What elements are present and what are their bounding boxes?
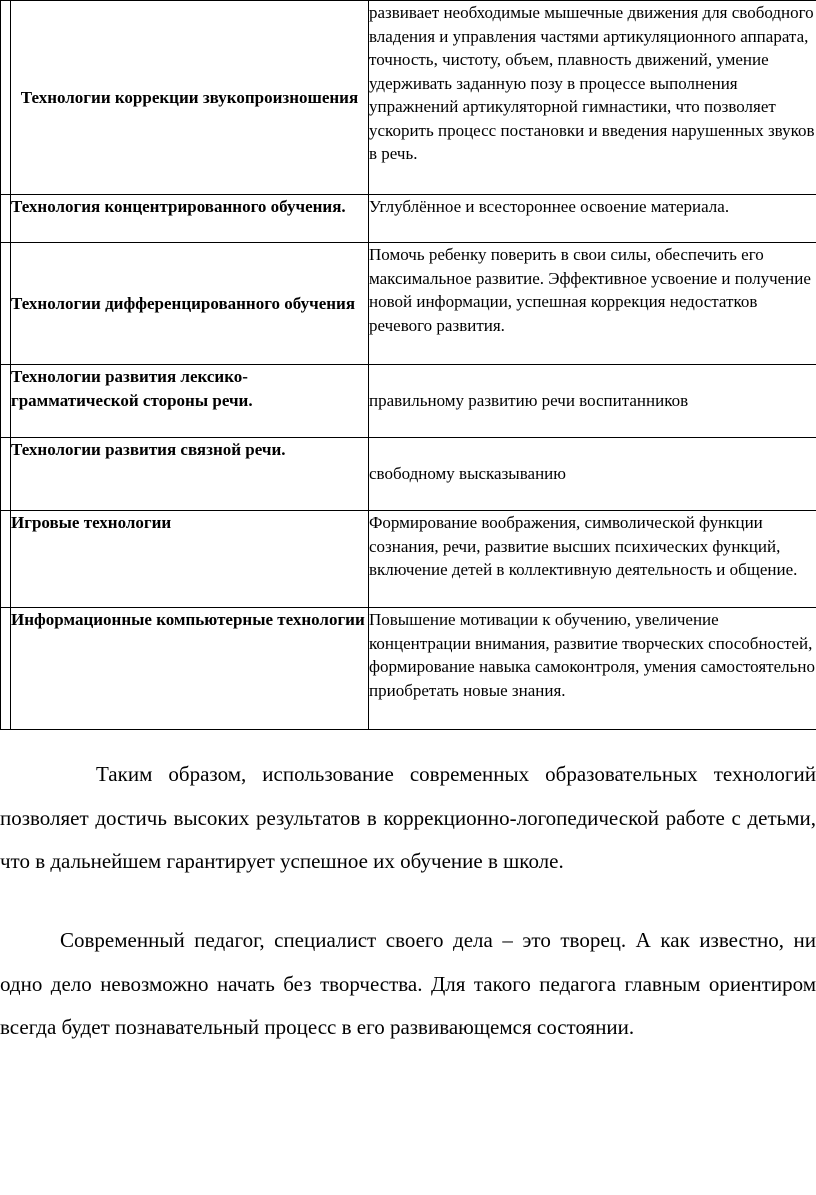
table-stub-cell xyxy=(1,511,11,608)
table-stub-cell xyxy=(1,1,11,195)
table-row xyxy=(1,365,816,438)
technology-name: Технологии развития связной речи. xyxy=(11,438,369,511)
table-row xyxy=(1,608,816,730)
technology-description: свободному высказыванию xyxy=(369,438,816,511)
table-row xyxy=(1,243,816,365)
closing-paragraph: Современный педагог, специалист своего дела – это творец. А как известно, ни одно дело невозможно начать без творчества. Для такого педагога главным ориентиром всегда будет познавательный процесс в его развивающемся состоянии. xyxy=(0,928,816,1039)
conclusion-paragraph: Таким образом, использование современных образовательных технологий позволяет достичь высоких результатов в коррекционно-логопедической работе с детьми, что в дальнейшем гарантирует успешное их обучение в школе. xyxy=(0,762,816,873)
table-stub-cell xyxy=(1,365,11,438)
technology-name: Технология концентрированного обучения. xyxy=(11,195,369,243)
technology-description: Помочь ребенку поверить в свои силы, обеспечить его максимальное развитие. Эффективное усвоение и получение новой информации, успешная коррекция недостатков речевого развития. xyxy=(369,243,816,365)
table-row xyxy=(1,1,816,195)
technology-description: правильному развитию речи воспитанников xyxy=(369,365,816,438)
table-stub-cell xyxy=(1,608,11,730)
technology-name: Игровые технологии xyxy=(11,511,369,608)
technology-description: Углублённое и всестороннее освоение материала. xyxy=(369,195,816,243)
table-stub-cell xyxy=(1,195,11,243)
technology-name: Технологии развития лексико-грамматической стороны речи. xyxy=(11,365,369,438)
technology-name: Технологии дифференцированного обучения xyxy=(11,243,369,365)
table-row xyxy=(1,195,816,243)
technology-description: развивает необходимые мышечные движения для свободного владения и управления частями артикуляционного аппарата, точность, чистоту, объем, плавность движений, умение удерживать заданную позу в процессе выполнения упражнений артикуляторной гимнастики, что позволяет ускорить процесс постановки и введения нарушенных звуков в речь. xyxy=(369,1,816,195)
table-row xyxy=(1,438,816,511)
technology-description: Формирование воображения, символической функции сознания, речи, развитие высших психических функций, включение детей в коллективную деятельность и общение. xyxy=(369,511,816,608)
technology-description: Повышение мотивации к обучению, увеличение концентрации внимания, развитие творческих способностей, формирование навыка самоконтроля, умения самостоятельно приобретать новые знания. xyxy=(369,608,816,730)
table-row xyxy=(1,511,816,608)
technology-name: Информационные компьютерные технологии xyxy=(11,608,369,730)
technology-name: Технологии коррекции звукопроизношения xyxy=(11,1,369,195)
table-stub-cell xyxy=(1,438,11,511)
table-stub-cell xyxy=(1,243,11,365)
